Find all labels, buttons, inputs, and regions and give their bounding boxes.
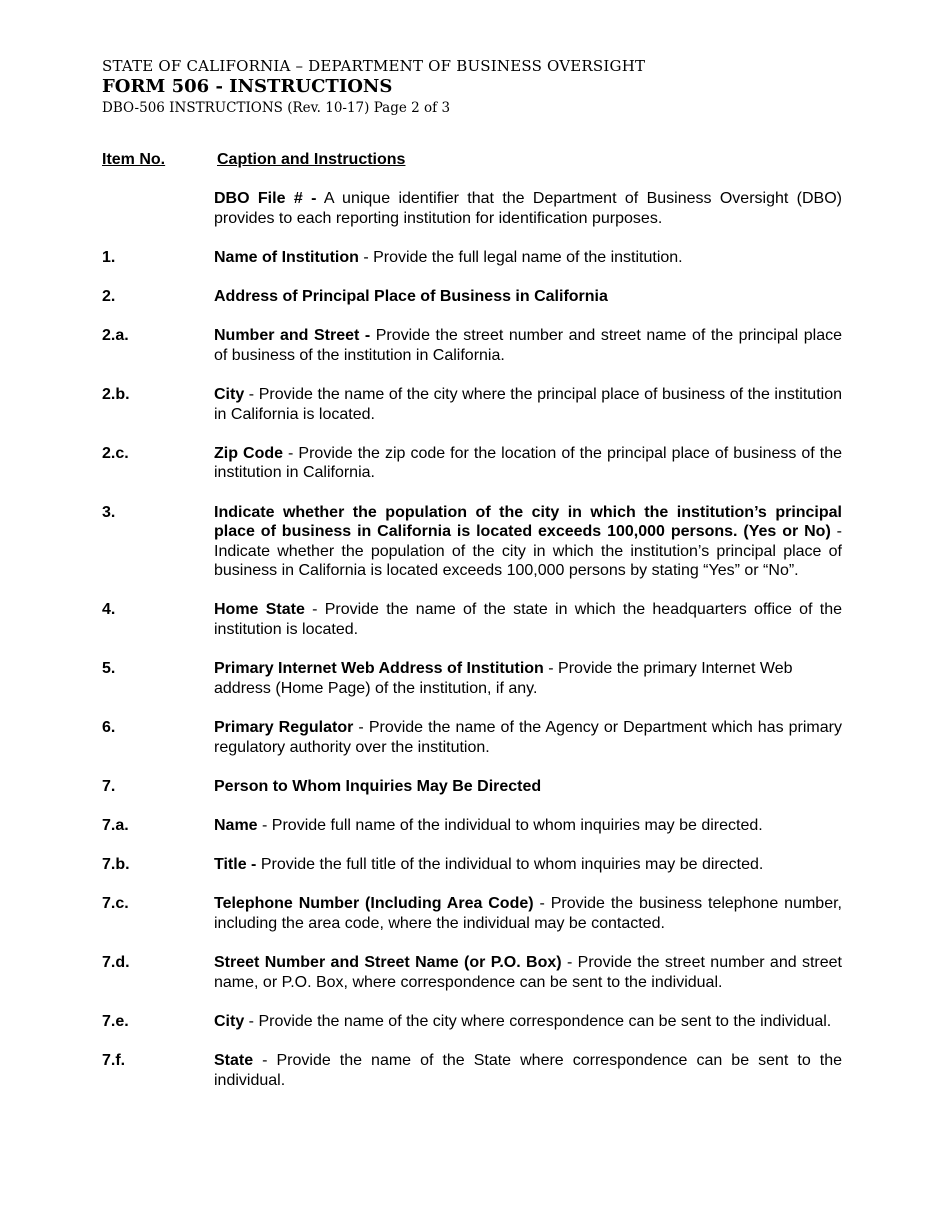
- item-no-heading: Item No.: [102, 151, 166, 168]
- revision-line: DBO-506 INSTRUCTIONS (Rev. 10-17) Page 2 of 3: [102, 100, 451, 116]
- item-2: [102, 287, 842, 307]
- item-caption: Address of Principal Place of Business in California: [214, 287, 608, 305]
- item-number: 6.: [102, 719, 116, 737]
- item-number: 7.e.: [102, 1012, 129, 1030]
- instructions-body: [102, 150, 842, 1110]
- item-caption: Name of Institution: [214, 248, 359, 266]
- item-instruction: - Provide the name of the Agency or Department which has primary regulatory authority over the institution.: [214, 719, 842, 756]
- item-caption: Number and Street -: [214, 327, 371, 345]
- item-number: 1.: [102, 248, 116, 266]
- item-instruction: - Provide the name of the state in which the headquarters office of the institution is located.: [214, 601, 842, 639]
- item-7d: [102, 953, 842, 992]
- item-instruction: - Provide the primary Internet Web address (Home Page) of the institution, if any.: [214, 660, 793, 697]
- item-2a: [102, 326, 842, 365]
- item-caption: Telephone Number (Including Area Code): [214, 895, 534, 913]
- item-instruction: - Provide the street number and street name, or P.O. Box, where correspondence can be sent to the individual.: [214, 954, 843, 991]
- item-caption: DBO File # -: [214, 190, 317, 207]
- item-instruction: - Provide the business telephone number, including the area code, where the individual may be contacted.: [214, 895, 842, 932]
- item-caption: Home State: [214, 601, 305, 619]
- item-number: 5.: [102, 660, 116, 678]
- item-1: [102, 248, 842, 268]
- item-instruction: - Indicate whether the population of the city in which the institution’s principal place of business in California is located exceeds 100,000 persons by stating “Yes” or “No”.: [214, 523, 843, 580]
- item-number: 3.: [102, 503, 116, 521]
- item-number: 7.b.: [102, 856, 130, 874]
- page-header: [102, 56, 645, 118]
- item-caption: State: [214, 1052, 254, 1070]
- item-instruction: - Provide the full legal name of the institution.: [358, 248, 683, 266]
- item-7b: [102, 855, 842, 875]
- item-number: 2.c.: [102, 444, 129, 462]
- item-7: [102, 777, 842, 797]
- item-number: 7.c.: [102, 895, 129, 913]
- item-instruction: - Provide the zip code for the location of the principal place of business of the institution in California.: [214, 444, 843, 482]
- item-number: 2.: [102, 287, 116, 305]
- item-number: 4.: [102, 601, 116, 619]
- item-7c: [102, 894, 842, 933]
- item-instruction: A unique identifier that the Department of Business Oversight (DBO) provides to each reporting institution for identification purposes.: [214, 190, 843, 227]
- item-number: [102, 189, 214, 228]
- item-5: [102, 659, 842, 698]
- item-2b: [102, 385, 842, 424]
- item-7a: [102, 816, 842, 836]
- column-headings: [102, 150, 842, 170]
- item-instruction: Provide the street number and street name of the principal place of business of the institution in California.: [214, 327, 842, 364]
- item-instruction: - Provide the name of the city where the principal place of business of the institution in California is located.: [214, 385, 842, 423]
- item-caption: Indicate whether the population of the city in which the institution’s principal place of business in California is located exceeds 100,000 persons. (Yes or No): [214, 503, 842, 541]
- item-caption: Title -: [214, 856, 257, 874]
- item-number: 7.a.: [102, 817, 129, 834]
- item-number: 2.b.: [102, 385, 130, 403]
- item-7e: [102, 1012, 842, 1032]
- item-caption: Zip Code: [214, 444, 284, 462]
- item-number: 7.: [102, 777, 116, 795]
- agency-name: STATE OF CALIFORNIA – DEPARTMENT OF BUSINESS OVERSIGHT: [102, 57, 646, 75]
- item-caption: Primary Internet Web Address of Institution: [214, 660, 544, 678]
- caption-heading: Caption and Instructions: [217, 151, 406, 168]
- item-caption: Name: [214, 817, 258, 834]
- form-title: FORM 506 - INSTRUCTIONS: [102, 76, 393, 97]
- item-caption: City: [214, 385, 245, 403]
- item-number: 7.d.: [102, 954, 130, 972]
- item-3: [102, 503, 842, 581]
- item-number: 2.a.: [102, 327, 129, 345]
- item-caption: Street Number and Street Name (or P.O. Box): [214, 954, 562, 972]
- item-instruction: - Provide full name of the individual to whom inquiries may be directed.: [257, 817, 763, 834]
- item-7f: [102, 1051, 842, 1090]
- item-instruction: - Provide the name of the State where correspondence can be sent to the individual.: [214, 1052, 842, 1089]
- item-2c: [102, 444, 842, 483]
- item-dbo-file: [102, 189, 842, 228]
- item-caption: Person to Whom Inquiries May Be Directed: [214, 777, 542, 795]
- item-caption: Primary Regulator: [214, 719, 354, 737]
- item-instruction: Provide the full title of the individual to whom inquiries may be directed.: [256, 856, 764, 874]
- item-6: [102, 718, 842, 757]
- item-instruction: - Provide the name of the city where correspondence can be sent to the individual.: [244, 1012, 832, 1030]
- item-caption: City: [214, 1012, 245, 1030]
- item-4: [102, 600, 842, 639]
- item-number: 7.f.: [102, 1052, 126, 1070]
